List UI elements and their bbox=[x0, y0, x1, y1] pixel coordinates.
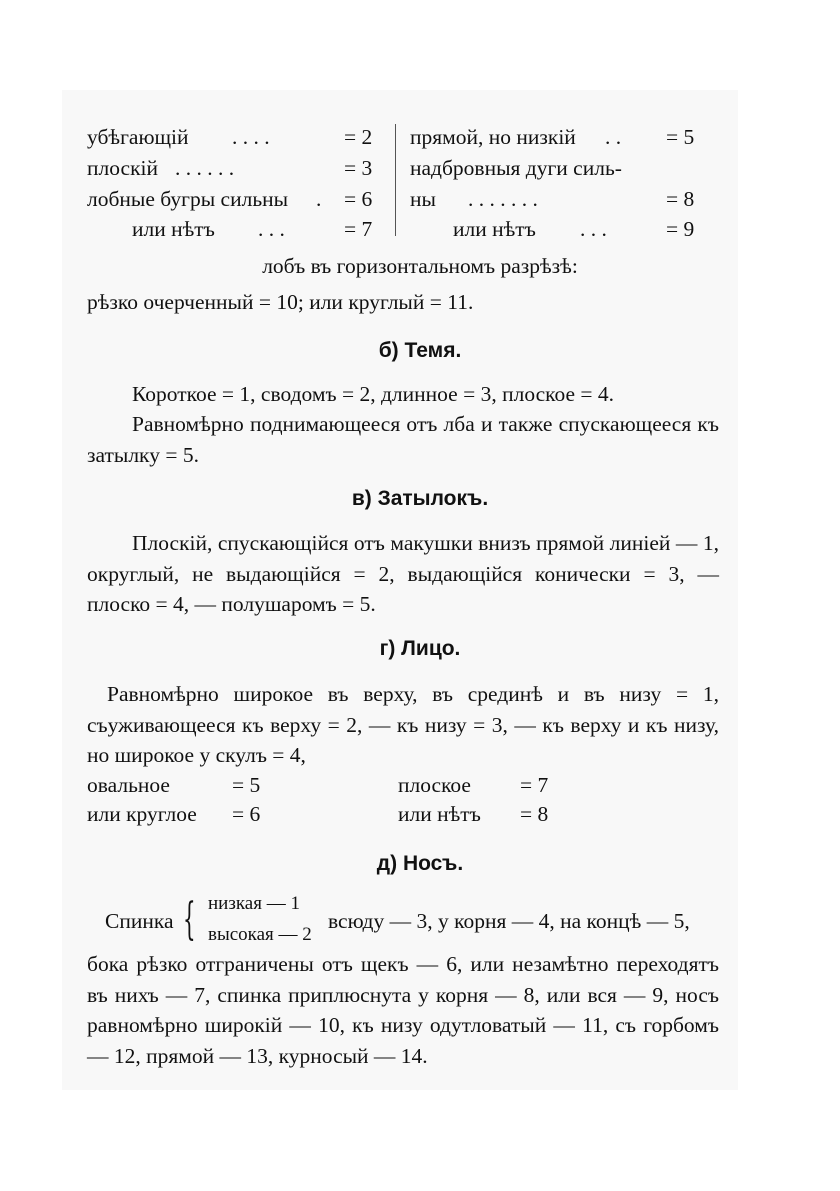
face-item-oval-label: овальное bbox=[87, 773, 170, 797]
forehead-left-dots-2: . . . . . . bbox=[175, 156, 235, 180]
nose-spinka-label: Спинка bbox=[105, 909, 174, 933]
forehead-right-value-1: = 5 bbox=[666, 125, 695, 149]
section-b-line1: Короткое = 1, сводомъ = 2, длинное = 3, плоское = 4. bbox=[132, 382, 615, 406]
table-divider bbox=[395, 124, 396, 236]
forehead-left-value-4: = 7 bbox=[344, 217, 373, 241]
forehead-section-line: рѣзко очерченный = 10; или круглый = 11. bbox=[87, 290, 474, 314]
section-d-paragraph: бока рѣзко отграничены отъ щекъ — 6, или незамѣтно переходятъ въ нихъ — 7, спинка приплюснута у корня — 8, или вся — 9, носъ равномѣрно широкій — 10, къ низу одутловатый — 11, съ горбомъ — 12, прямой — 13, курносый — 14. bbox=[87, 952, 719, 1068]
forehead-section-subtitle: лобъ въ горизонтальномъ разрѣзѣ: bbox=[262, 254, 578, 278]
forehead-left-value-3: = 6 bbox=[344, 187, 373, 211]
forehead-right-label-3: ны bbox=[410, 187, 436, 211]
forehead-right-dots-1: . . bbox=[605, 125, 622, 149]
face-item-oval-value: = 5 bbox=[232, 773, 261, 797]
section-b-heading: б) Темя. bbox=[378, 339, 462, 362]
forehead-left-label-2: плоскій bbox=[87, 156, 158, 180]
section-v-paragraph: Плоскій, спускающійся отъ макушки внизъ прямой линіей — 1, округлый, не выдающійся = 2, выдающійся конически = 3, — плоско = 4, — полушаромъ = 5. bbox=[87, 531, 719, 616]
forehead-left-dots-1: . . . . bbox=[232, 125, 270, 149]
section-v-heading: в) Затылокъ. bbox=[351, 487, 489, 510]
face-item-flat-value: = 7 bbox=[520, 773, 549, 797]
forehead-left-dots-4: . . . bbox=[258, 217, 285, 241]
forehead-right-label-4: или нѣтъ bbox=[453, 217, 536, 241]
section-g-paragraph: Равномѣрно широкое въ верху, въ срединѣ и въ низу = 1, съуживающееся къ верху = 2, — къ низу = 3, — къ верху и къ низу, но широкое у скулъ = 4, bbox=[87, 682, 719, 767]
forehead-left-label-1: убѣгающій bbox=[87, 125, 189, 149]
section-d-heading: д) Носъ. bbox=[376, 852, 464, 875]
brace-icon: { bbox=[183, 894, 196, 945]
forehead-right-label-1: прямой, но низкій bbox=[410, 125, 576, 149]
forehead-right-label-2: надбровныя дуги силь- bbox=[410, 156, 622, 180]
forehead-left-label-4: или нѣтъ bbox=[132, 217, 215, 241]
forehead-right-value-3: = 8 bbox=[666, 187, 695, 211]
face-item-round-label: или круглое bbox=[87, 802, 197, 826]
forehead-left-label-3: лобные бугры сильны bbox=[87, 187, 289, 211]
section-b-paragraph: Равномѣрно поднимающееся отъ лба и также спускающееся къ затылку = 5. bbox=[87, 412, 719, 467]
face-item-round-value: = 6 bbox=[232, 802, 261, 826]
nose-spinka-low: низкая — 1 bbox=[208, 893, 300, 914]
forehead-left-dots-3: . bbox=[316, 187, 322, 211]
forehead-left-value-1: = 2 bbox=[344, 125, 373, 149]
nose-spinka-rest: всюду — 3, у корня — 4, на концѣ — 5, bbox=[328, 909, 690, 933]
face-item-flat-label: плоское bbox=[398, 773, 471, 797]
forehead-left-value-2: = 3 bbox=[344, 156, 373, 180]
section-g-heading: г) Лицо. bbox=[379, 637, 461, 660]
forehead-right-dots-4: . . . bbox=[580, 217, 607, 241]
nose-spinka-high: высокая — 2 bbox=[208, 924, 312, 945]
face-item-no-label: или нѣтъ bbox=[398, 802, 481, 826]
forehead-right-value-4: = 9 bbox=[666, 217, 695, 241]
forehead-right-dots-3: . . . . . . . bbox=[468, 187, 538, 211]
face-item-no-value: = 8 bbox=[520, 802, 549, 826]
